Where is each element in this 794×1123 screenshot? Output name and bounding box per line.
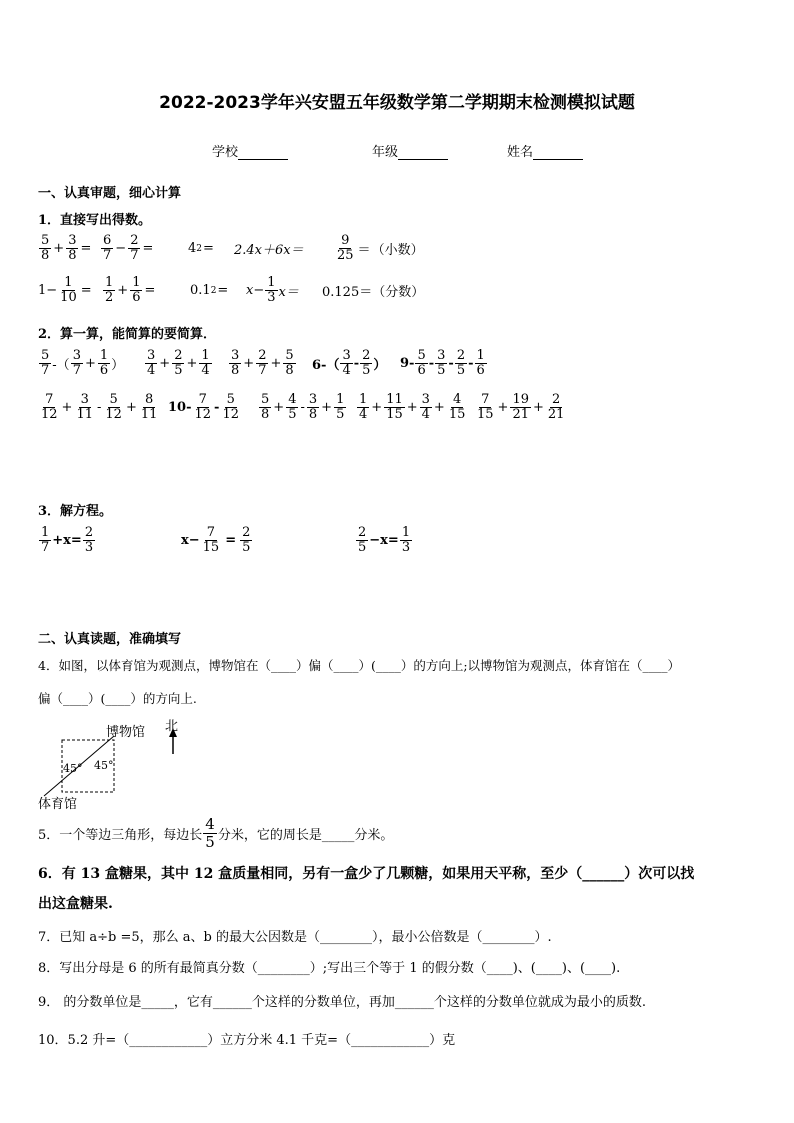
name-field — [507, 141, 583, 160]
q1-r2-b: $\frac{1}{2}$ + $\frac{1}{6}$ = — [105, 275, 156, 305]
q1-r1-c: 4 2 = — [188, 241, 214, 256]
q2-r2-a: $\frac{7}{12}$ + $\frac{3}{11}$ - $\frac{5}{12}$ + $\frac{8}{11}$ — [41, 392, 158, 422]
q7: 7．已知 a÷b =5，那么 a、b 的最大公因数是（________），最小公倍数是（________）. — [38, 930, 552, 945]
section-1-heading: 一、认真审题，细心计算 — [38, 186, 182, 201]
q10: 10．5.2 升=（____________）立方分米 4.1 千克=（____________）克 — [38, 1033, 456, 1048]
q3-text: 3．解方程。 — [38, 504, 113, 519]
q1-r2-c: 0.1 2 = — [190, 283, 229, 298]
q2-r1-d: 6-（ $\frac{3}{4}$ - $\frac{2}{5}$ ） — [312, 348, 387, 378]
q1-r2-e: 0.125＝（分数） — [322, 285, 425, 300]
q4-line1: 4．如图，以体育馆为观测点，博物馆在（____）偏（____）(____）的方向上;以博物馆为观测点，体育馆在（____） — [38, 658, 681, 673]
q1-r1-b: $\frac{6}{7}$ − $\frac{2}{7}$ = — [103, 233, 154, 263]
grade-field — [372, 141, 448, 160]
q2-row1 — [38, 349, 488, 378]
page-title: 2022-2023学年兴安盟五年级数学第二学期期末检测模拟试题 — [159, 93, 635, 113]
q8: 8．写出分母是 6 的所有最简真分数（________）;写出三个等于 1 的假分数（____)、(____)、(____). — [38, 961, 621, 976]
q1-row1 — [38, 234, 424, 263]
museum-label: 博物馆 — [106, 725, 146, 740]
q2-text: 2．算一算，能简算的要简算． — [38, 327, 217, 342]
q3-eq1: $\frac{1}{7}$ +x= $\frac{2}{3}$ — [41, 525, 94, 555]
school-field — [212, 141, 288, 160]
q2-r1-b: $\frac{3}{4}$ + $\frac{2}{5}$ + $\frac{1}{4}$ — [147, 348, 210, 378]
grade-label: 年级 — [372, 145, 399, 160]
q1-r1-e: $\frac{9}{25}$ ＝ （小数） — [337, 233, 424, 263]
q1-row2 — [38, 276, 424, 305]
q3-eq2: x− $\frac{7}{15}$ = $\frac{2}{5}$ — [181, 525, 251, 555]
q2-r2-b: 10- $\frac{7}{12}$ - $\frac{5}{12}$ — [168, 392, 239, 422]
q2-r1-e: 9- $\frac{5}{6}$ - $\frac{3}{5}$ - $\frac{2}{5}$ - $\frac{1}{6}$ — [400, 348, 485, 378]
q3-equations — [38, 526, 413, 555]
q2-r1-a: $\frac{5}{7}$ -（ $\frac{3}{7}$ + $\frac{1}{6}$ ） — [41, 348, 125, 378]
angle-label-1: 45° — [63, 762, 83, 775]
q1-text: 1．直接写出得数。 — [38, 213, 152, 228]
q9: 9． 的分数单位是_____，它有______个这样的分数单位，再加______个这样的分数单位就成为最小的质数. — [38, 995, 647, 1010]
school-label: 学校 — [212, 145, 239, 160]
grade-blank[interactable] — [398, 146, 448, 160]
q1-r1-a: $\frac{5}{8}$ + $\frac{3}{8}$ = — [41, 233, 92, 263]
q1-r1-d: 2.4x＋6x＝ — [234, 243, 304, 258]
q2-r2-e: $\frac{7}{15}$ + $\frac{19}{21}$ + $\frac{2}{21}$ — [477, 392, 565, 422]
q6-line1: 6．有 13 盒糖果，其中 12 盒质量相同，另有一盒少了几颗糖，如果用天平称，至少（______）次可以找 — [38, 866, 695, 882]
name-blank[interactable] — [533, 146, 583, 160]
name-label: 姓名 — [507, 145, 534, 160]
q1-r2-a: 1− $\frac{1}{10}$ = — [38, 275, 92, 305]
section-2-heading: 二、认真读题，准确填写 — [38, 632, 182, 647]
q3-eq3: $\frac{2}{5}$ −x= $\frac{1}{3}$ — [358, 525, 411, 555]
q1-r2-d: x− $\frac{1}{3}$ x＝ — [246, 275, 299, 305]
q2-row2 — [38, 393, 567, 422]
q4-line2: 偏（____）(____）的方向上. — [38, 691, 197, 706]
q5: 5．一个等边三角形，每边长 $\frac{4}{5}$ 分米，它的周长是_____分米。 — [38, 815, 394, 851]
q6-line2: 出这盒糖果. — [38, 896, 113, 912]
school-blank[interactable] — [238, 146, 288, 160]
q2-r2-c: $\frac{5}{8}$ + $\frac{4}{5}$ - $\frac{3}{8}$ + $\frac{1}{5}$ — [261, 392, 345, 422]
north-label: 北 — [165, 719, 179, 734]
q2-r1-c: $\frac{3}{8}$ + $\frac{2}{7}$ + $\frac{5}{8}$ — [231, 348, 294, 378]
angle-label-2: 45° — [94, 759, 114, 772]
q2-r2-d: $\frac{1}{4}$ + $\frac{11}{15}$ + $\frac{3}{4}$ + $\frac{4}{15}$ — [359, 392, 466, 422]
gym-label: 体育馆 — [38, 797, 78, 812]
